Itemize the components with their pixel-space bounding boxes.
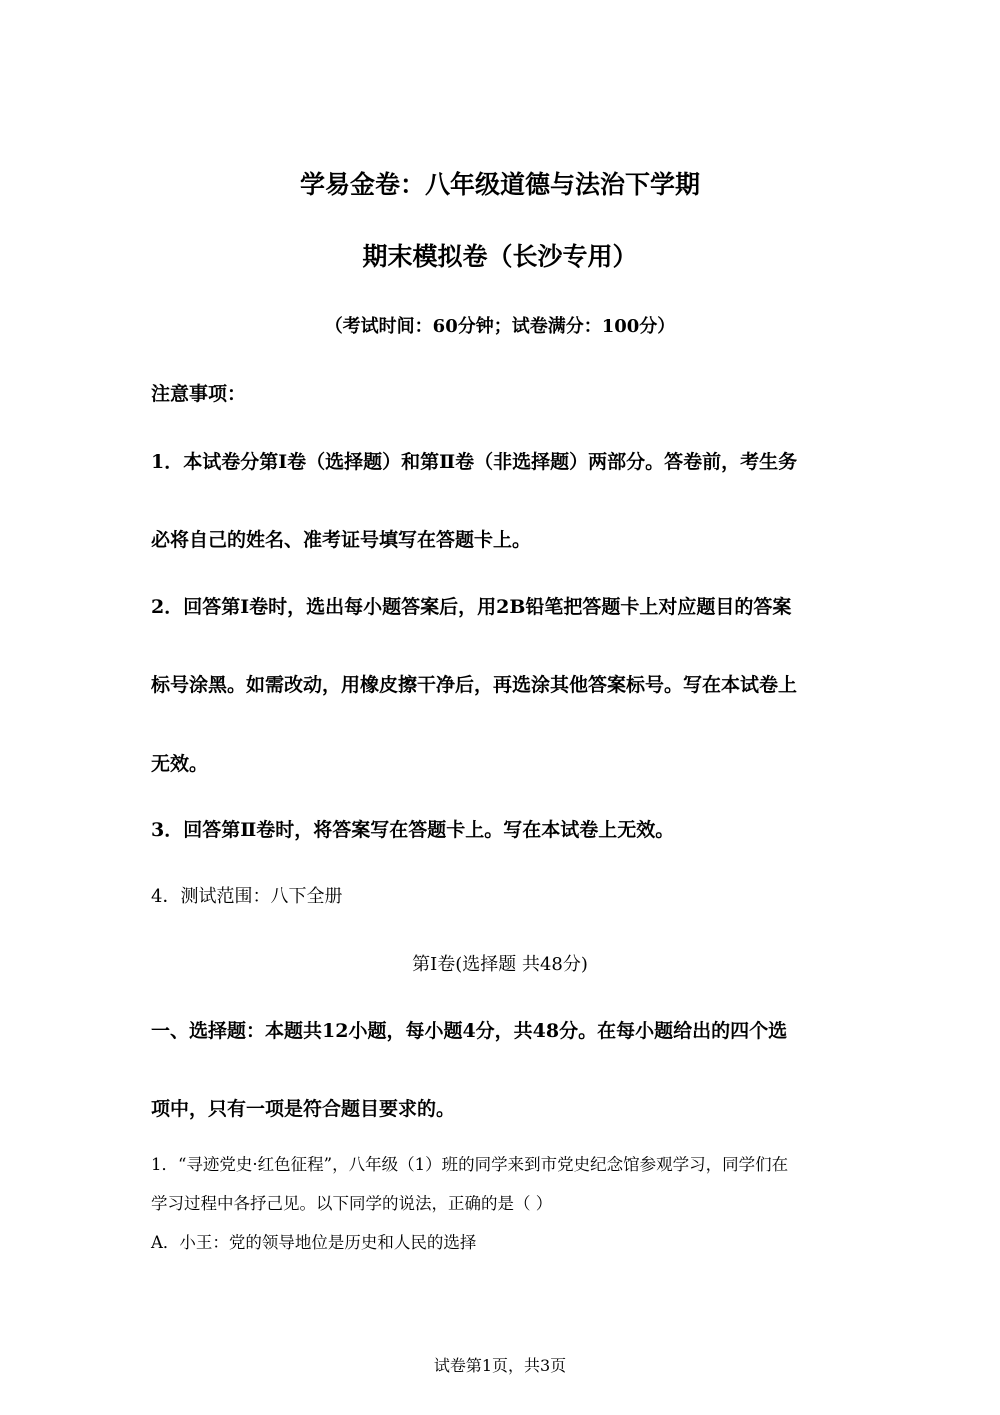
document-subtitle: 期末模拟卷（长沙专用） bbox=[362, 242, 638, 271]
notice-item-4: 4．测试范围：八下全册 bbox=[151, 886, 343, 907]
notice-item-2: 2．回答第Ⅰ卷时，选出每小题答案后，用2B铅笔把答题卡上对应题目的答案 bbox=[151, 596, 792, 618]
page-footer: 试卷第1页，共3页 bbox=[433, 1356, 567, 1375]
notice-item-1-continued: 必将自己的姓名、准考证号填写在答题卡上。 bbox=[151, 529, 532, 551]
question-1-option-a: A．小王：党的领导地位是历史和人民的选择 bbox=[151, 1233, 477, 1252]
notice-item-2-end: 无效。 bbox=[151, 753, 209, 775]
exam-info: （考试时间：60分钟；试卷满分：100分） bbox=[324, 316, 676, 337]
notice-item-1: 1．本试卷分第Ⅰ卷（选择题）和第Ⅱ卷（非选择题）两部分。答卷前，考生务 bbox=[151, 451, 798, 473]
document-title: 学易金卷：八年级道德与法治下学期 bbox=[299, 170, 700, 199]
question-1-stem-continued: 学习过程中各抒己见。以下同学的说法，正确的是（ ） bbox=[151, 1194, 553, 1213]
notice-item-3: 3．回答第Ⅱ卷时，将答案写在答题卡上。写在本试卷上无效。 bbox=[151, 819, 675, 841]
part-instructions-continued: 项中，只有一项是符合题目要求的。 bbox=[151, 1098, 456, 1120]
question-1-stem: 1．“寻迹党史·红色征程”，八年级（1）班的同学来到市党史纪念馆参观学习，同学们在 bbox=[151, 1155, 789, 1174]
notice-item-2-continued: 标号涂黑。如需改动，用橡皮擦干净后，再选涂其他答案标号。写在本试卷上 bbox=[151, 674, 798, 696]
section-title: 第Ⅰ卷(选择题 共48分) bbox=[412, 954, 588, 975]
part-instructions: 一、选择题：本题共12小题，每小题4分，共48分。在每小题给出的四个选 bbox=[151, 1020, 788, 1042]
notice-heading: 注意事项： bbox=[151, 383, 247, 405]
